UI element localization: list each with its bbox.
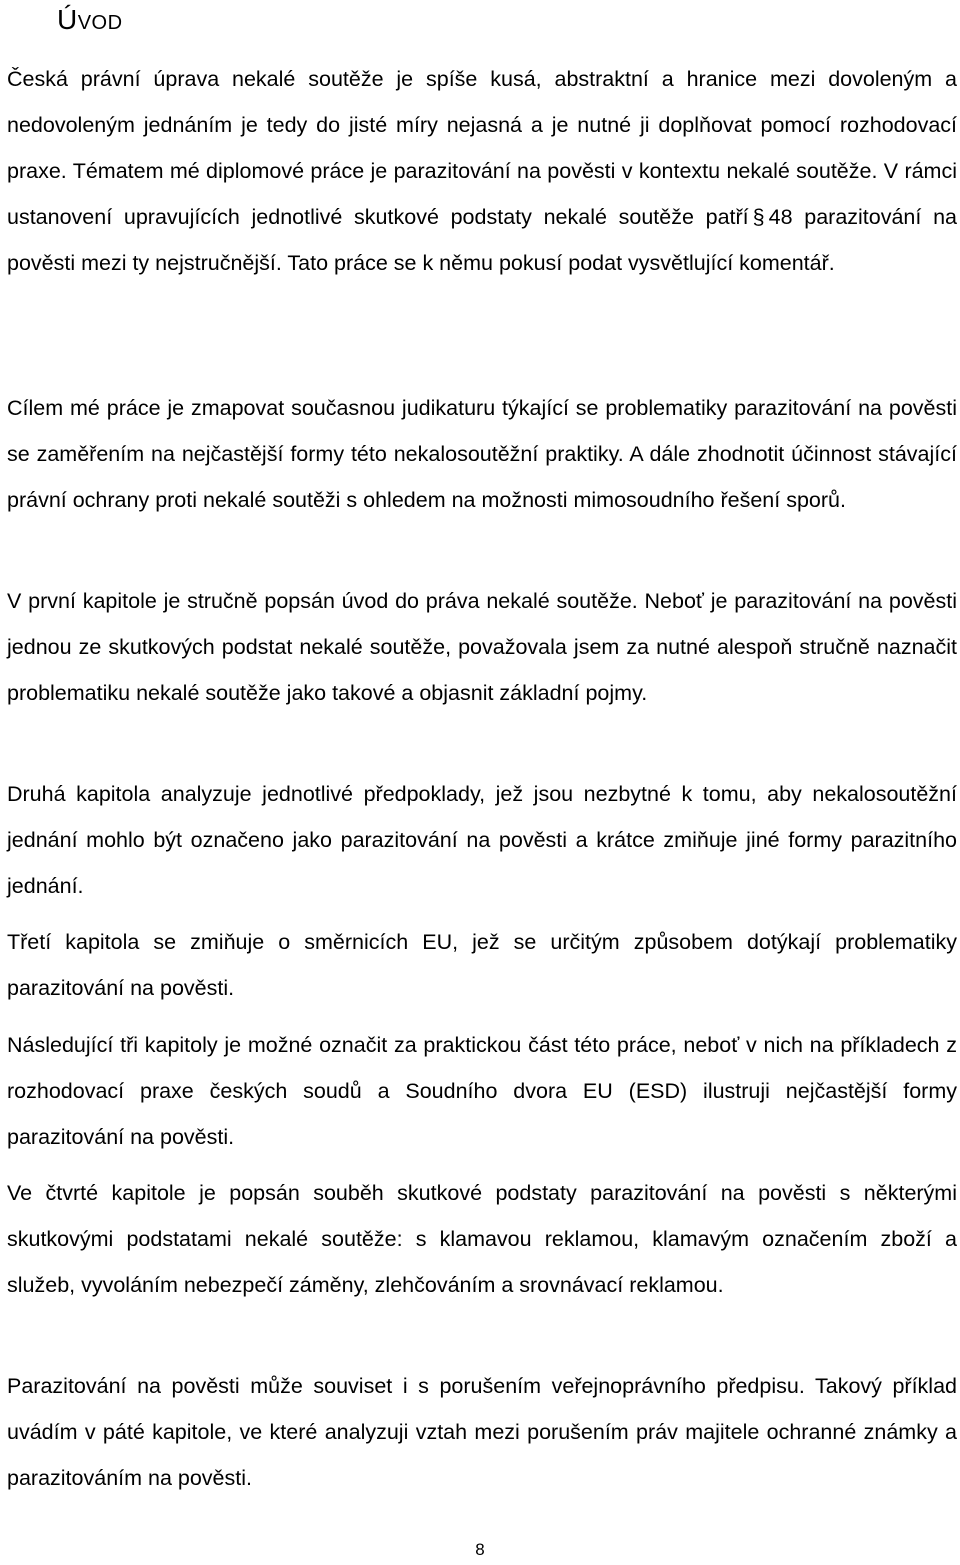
chapter-heading: Úvod (57, 4, 123, 35)
paragraph-intro (7, 56, 957, 286)
paragraph-chapter-four: Ve čtvrté kapitole je popsán souběh skutkové podstaty parazitování na pověsti s některými skutkovými podstatami nekalé soutěže: s klamavou reklamou, klamavým označením zboží a služeb, vyvoláním nebezpečí záměny, zlehčováním a srovnávací reklamou. (7, 1181, 957, 1297)
paragraph-practical-part: Následující tři kapitoly je možné označit za praktickou část této práce, neboť v nich na příkladech z rozhodovací praxe českých soudů a Soudního dvora EU (ESD) ilustruji nejčastější formy parazitování na pověsti. (7, 1033, 957, 1149)
paragraph-chapter-three: Třetí kapitola se zmiňuje o směrnicích EU, jež se určitým způsobem dotýkají problematiky parazitování na pověsti. (7, 930, 957, 1000)
paragraph-chapter-two: Druhá kapitola analyzuje jednotlivé předpoklady, jež jsou nezbytné k tomu, aby nekalosoutěžní jednání mohlo být označeno jako parazitování na pověsti a krátce zmiňuje jiné formy parazitního jednání. (7, 782, 957, 898)
page-number: 8 (475, 1540, 485, 1559)
paragraph-chapter-one: V první kapitole je stručně popsán úvod do práva nekalé soutěže. Neboť je parazitování na pověsti jednou ze skutkových podstat nekalé soutěže, považovala jsem za nutné alespoň stručně naznačit problematiku nekalé soutěže jako takové a objasnit základní pojmy. (7, 589, 957, 705)
section-sign: § (752, 205, 765, 229)
paragraph-intro-text-end: 48 parazitování na pověsti mezi ty nejstručnější. Tato práce se k němu pokusí podat vysvětlující komentář. (7, 205, 957, 275)
paragraph-chapter-five: Parazitování na pověsti může souviset i s porušením veřejnoprávního předpisu. Takový příklad uvádím v páté kapitole, ve které analyzuji vztah mezi porušením práv majitele ochranné známky a parazitováním na pověsti. (7, 1374, 957, 1490)
paragraph-goal: Cílem mé práce je zmapovat současnou judikaturu týkající se problematiky parazitování na pověsti se zaměřením na nejčastější formy této nekalosoutěžní praktiky. A dále zhodnotit účinnost stávající právní ochrany proti nekalé soutěži s ohledem na možnosti mimosoudního řešení sporů. (7, 396, 957, 512)
paragraph-intro-text-start: Česká právní úprava nekalé soutěže je spíše kusá, abstraktní a hranice mezi dovoleným a nedovoleným jednáním je tedy do jisté míry nejasná a je nutné ji doplňovat pomocí rozhodovací praxe. Tématem mé diplomové práce je parazitování na pověsti v kontextu nekalé soutěže. V rámci ustanovení upravujících jednotlivé skutkové podstaty nekalé soutěže patří (7, 67, 957, 229)
